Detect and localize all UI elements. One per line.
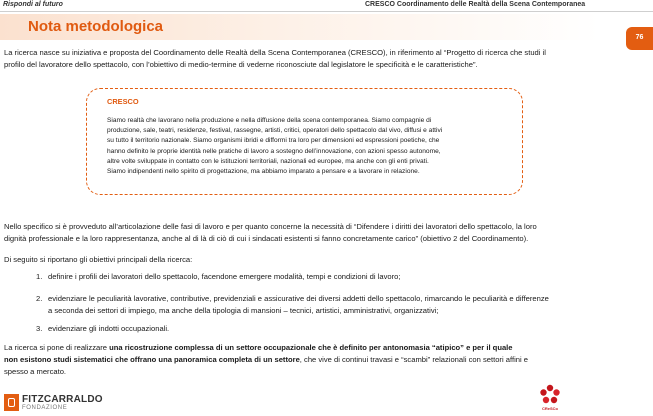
header-left-text: Rispondi al futuro	[3, 1, 63, 8]
closing-bold-text: non esistono studi sistematici che offrano una panoramica completa di un settore	[4, 355, 300, 364]
objective-text: a seconda dei settori di impiego, ma anche della tipologia di mansioni – tecnici, artistici, amministrativi, organizzativi;	[48, 306, 439, 315]
closing-line-3: spesso a mercato.	[4, 367, 67, 376]
intro-line-1: La ricerca nasce su iniziativa e proposta del Coordinamento delle Realtà della Scena Contemporanea (CRESCO), in riferimento al “Progetto di ricerca che studi il	[4, 48, 546, 57]
callout-line: Siamo realtà che lavorano nella produzione e nella diffusione della scena contemporanea. Siamo compagnie di	[107, 117, 432, 124]
logo-subtitle: FONDAZIONE	[22, 404, 68, 411]
intro-line-2: profilo del lavoratore dello spettacolo, con l’obiettivo di medio-termine di vederne riconosciute dal legislatore le specificità e le caratteristiche”.	[4, 60, 478, 69]
cresco-flower-icon	[538, 383, 562, 407]
objective-number: 2.	[36, 294, 43, 303]
objective-number: 1.	[36, 272, 43, 281]
fitzcarraldo-mark-icon	[4, 394, 19, 411]
header-divider	[0, 11, 653, 12]
paragraph2-line-1: Nello specifico si è provveduto all’articolazione delle fasi di lavoro e per quanto concerne la necessità di “Difendere i diritti dei lavoratori dello spettacolo, la loro	[4, 222, 537, 231]
objective-text: evidenziare gli indotti occupazionali.	[48, 324, 170, 333]
callout-line: su tutto il territorio nazionale. Siamo organismi ibridi e difformi tra loro per dimensioni ed espressioni poetiche, che	[107, 137, 440, 145]
paragraph2-line-2: dignità professionale e la loro rappresentanza, anche al di là di ciò di cui i sindacati esistenti si fanno concretamente carico” (obiettivo 2 del Coordinamento).	[4, 234, 529, 243]
callout-line: Siamo indipendenti nello spirito di progettazione, ma abbiamo imparato a pensare e a lavorare in relazione.	[107, 168, 420, 176]
logo-name: FITZCARRALDO	[22, 393, 103, 405]
header-right-text: CRESCO Coordinamento delle Realtà della Scena Contemporanea	[365, 1, 586, 8]
callout-line: hanno definito le proprie identità nelle pratiche di lavoro a sostegno dell’innovazione, con azioni spesso autonome,	[107, 147, 441, 155]
closing-text: La ricerca si pone di realizzare	[4, 343, 110, 352]
callout-line: produzione, sale, teatri, residenze, festival, rassegne, artisti, critici, operatori dello spettacolo dal vivo, diffusi e attivi	[107, 127, 443, 135]
callout-line: altre volte sviluppate in contatto con le istituzioni territoriali, nazionali ed europee, ma anche con gli enti privati.	[107, 157, 429, 165]
objective-text: definire i profili dei lavoratori dello spettacolo, facendone emergere modalità, tempi e condizioni di lavoro;	[48, 272, 401, 281]
cresco-logo-label: CReSCo	[541, 406, 558, 411]
callout-title: CRESCO	[107, 97, 139, 106]
list-intro: Di seguito si riportano gli obiettivi principali della ricerca:	[4, 255, 193, 264]
page-number-badge: 76	[626, 27, 653, 50]
closing-text: , che vive di continui travasi e “scambi” relazionali con settori affini e	[299, 355, 528, 364]
closing-bold-text: una ricostruzione complessa di un settore occupazionale che è definito per antonomasia “atipico” e per il quale	[109, 343, 513, 352]
closing-line-1	[4, 342, 513, 355]
closing-line-2	[4, 354, 528, 367]
objective-number: 3.	[36, 324, 43, 333]
objective-text: evidenziare le peculiarità lavorative, contributive, previdenziali e assicurative dei diversi addetti dello spettacolo, rimarcando le peculiarità e differenze	[48, 294, 549, 303]
callout-text	[107, 116, 507, 177]
page-title: Nota metodologica	[28, 18, 164, 35]
fitzcarraldo-logo	[4, 394, 103, 411]
